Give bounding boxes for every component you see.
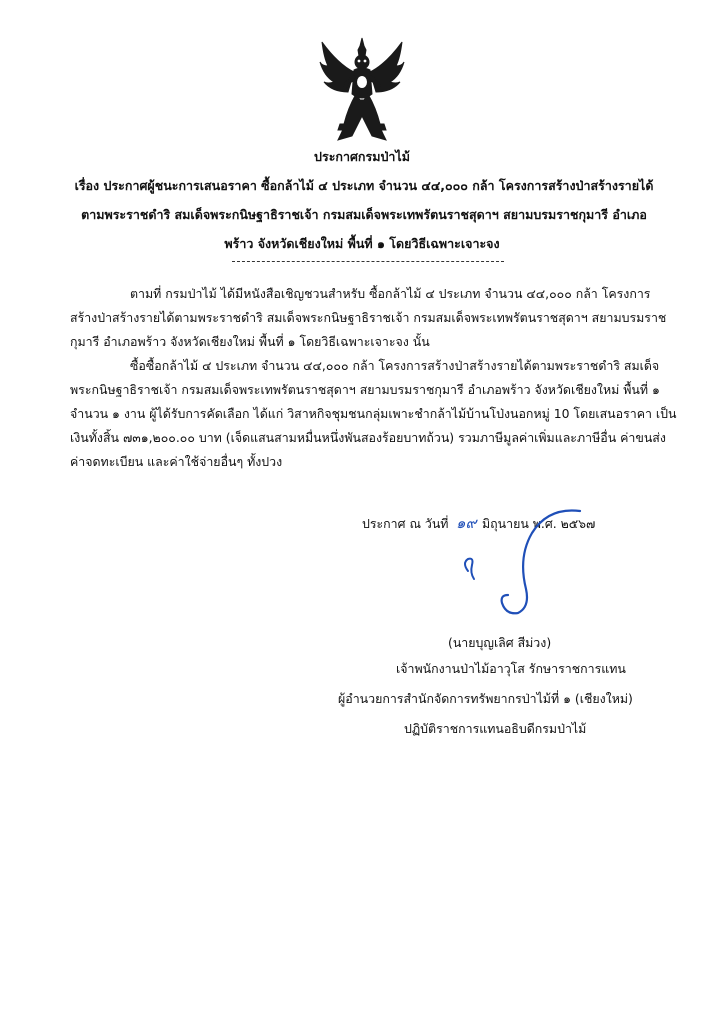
paragraph-1-line-2: สร้างป่าสร้างรายได้ตามพระราชดำริ สมเด็จพระกนิษฐาธิราชเจ้า กรมสมเด็จพระเทพรัตนราชสุดาฯ สยามบรมราช <box>70 310 667 325</box>
paragraph-2-line-3: จำนวน ๑ งาน ผู้ได้รับการคัดเลือก ได้แก่ วิสาหกิจชุมชนกลุ่มเพาะชำกล้าไม้บ้านโป่งนอกหมู่ 10 โดยเสนอราคา เป็น <box>70 406 677 421</box>
subject-line-2: ตามพระราชดำริ สมเด็จพระกนิษฐาธิราชเจ้า กรมสมเด็จพระเทพรัตนราชสุดาฯ สยามบรมราชกุมารี อำเภอ <box>81 207 647 222</box>
paragraph-1-line-1: ตามที่ กรมป่าไม้ ได้มีหนังสือเชิญชวนสำหรับ ซื้อกล้าไม้ ๔ ประเภท จำนวน ๔๔,๐๐๐ กล้า โครงการ <box>130 286 651 301</box>
garuda-emblem-icon <box>318 36 406 144</box>
paragraph-2-line-2: พระกนิษฐาธิราชเจ้า กรมสมเด็จพระเทพรัตนราชสุดาฯ สยามบรมราชกุมารี อำเภอพร้าว จังหวัดเชียงใหม่ พื้นที่ ๑ <box>70 382 660 397</box>
subject-line-1: เรื่อง ประกาศผู้ชนะการเสนอราคา ซื้อกล้าไม้ ๔ ประเภท จำนวน ๔๔,๐๐๐ กล้า โครงการสร้างป่าสร้างรายได้ <box>74 178 654 193</box>
signatory-position-2: ผู้อำนวยการสำนักจัดการทรัพยากรป่าไม้ที่ ๑ (เชียงใหม่) <box>338 691 633 706</box>
date-label: ประกาศ ณ วันที่ <box>362 516 449 531</box>
signature-scribble-icon <box>448 503 628 623</box>
date-day-handwritten: ๑๙ <box>456 514 477 532</box>
signatory-position-1: เจ้าพนักงานป่าไม้อาวุโส รักษาราชการแทน <box>396 661 626 676</box>
paragraph-1-line-3: กุมารี อำเภอพร้าว จังหวัดเชียงใหม่ พื้นที่ ๑ โดยวิธีเฉพาะเจาะจง นั้น <box>70 334 430 349</box>
paragraph-2-line-5: ค่าจดทะเบียน และค่าใช้จ่ายอื่นๆ ทั้งปวง <box>70 454 283 469</box>
divider-line <box>232 261 504 262</box>
paragraph-2-line-1: ซื้อซื้อกล้าไม้ ๔ ประเภท จำนวน ๔๔,๐๐๐ กล้า โครงการสร้างป่าสร้างรายได้ตามพระราชดำริ สมเด็จ <box>130 358 660 373</box>
agency-title: ประกาศกรมป่าไม้ <box>314 149 410 164</box>
subject-line-3: พร้าว จังหวัดเชียงใหม่ พื้นที่ ๑ โดยวิธีเฉพาะเจาะจง <box>224 236 500 251</box>
signatory-name: (นายบุญเลิศ สีม่วง) <box>448 635 552 650</box>
signatory-position-3: ปฏิบัติราชการแทนอธิบดีกรมป่าไม้ <box>404 721 587 736</box>
paragraph-2-line-4: เงินทั้งสิ้น ๗๓๑,๒๐๐.๐๐ บาท (เจ็ดแสนสามหมื่นหนึ่งพันสองร้อยบาทถ้วน) รวมภาษีมูลค่าเพิ่มและภาษีอื่น ค่าขนส่ง <box>70 430 666 445</box>
date-month-year: มิถุนายน พ.ศ. ๒๕๖๗ <box>482 516 596 531</box>
